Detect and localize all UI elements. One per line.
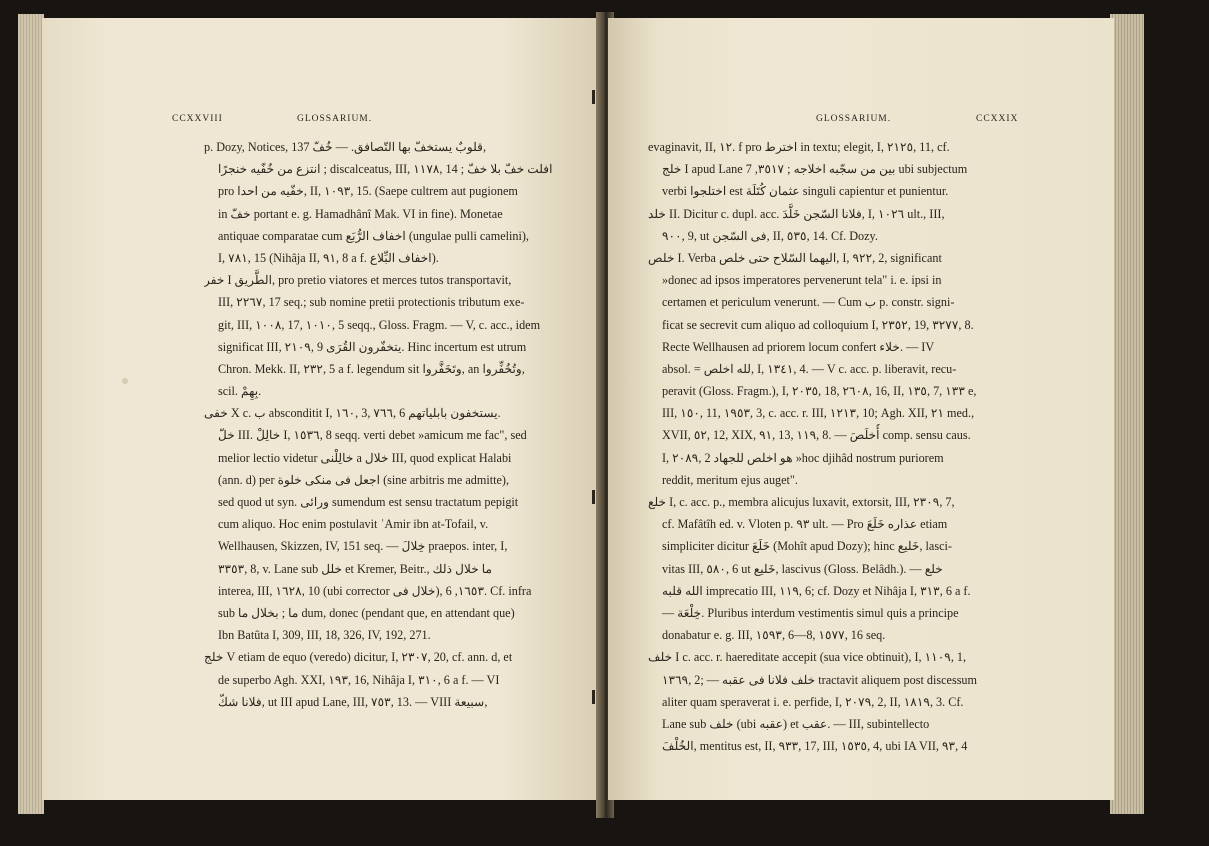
text-line: III, ١٥٠, 11, ١٩٥٣, 3, c. acc. r. III, ١٢١٣, 10; Agh. XII, ٢١ med., (662, 406, 975, 421)
text-line: absol. = لله اخلص, I, ١٣٤١, 4. — V c. acc. p. liberavit, recu- (662, 361, 957, 376)
text-line: (ann. d) per اجعل فى منكى خلوة (sine arbitris me admitte), (218, 472, 510, 487)
text-line: Chron. Mekk. II, ٢٣٢, 5 a f. legendum sit وتَخَفَّروا, an وتُخُفِّروا, (218, 361, 525, 376)
text-line: verbi اختلجوا est عثمان كُتَلَة singuli capientur et punientur. (662, 184, 949, 199)
text-line: cum aliquo. Hoc enim postulavit ʿAmir ibn at-Tofail, v. (218, 517, 489, 532)
text-line: فلانا شكّ, ut III apud Lane, III, ٧٥٣, 13. — VIII سبيعة, (218, 694, 488, 709)
right-text-column (648, 136, 1036, 757)
text-line: de superbo Agh. XXI, ١٩٣, 16, Nihâja I, ٣١٠, 6 a f. — VI (218, 672, 500, 687)
text-line: Recte Wellhausen ad priorem locum confert خلاء. — IV (662, 339, 935, 354)
text-line: خلج V etiam de equo (veredo) dicitur, I, ٢٣٠٧, 20, cf. ann. d, et (204, 650, 513, 665)
left-folio: CCXXVIII (172, 114, 223, 124)
text-line: peravit (Gloss. Fragm.), I, ٢٠٣٥, 18, ٢٦٠٨, 16, II, ١٣٥, 7, ١٣٣ e, (662, 384, 977, 399)
text-line: III, ٢٢٦٧, 17 seq.; sub nomine pretii protectionis tributum exe- (218, 295, 525, 310)
text-line: خفى X c. ب absconditit I, ١٦٠, 3, ٧٦٦, 6 يستخفون بابلياتهم. (204, 406, 501, 421)
gutter-marker (592, 690, 595, 704)
text-line: خلص I. Verba اليهما السّلاح حتى خلص, I, ٩٢٢, 2, significant (648, 250, 942, 265)
text-line: donabatur e. g. III, ١٥٩٣, 6—8, ١٥٧٧, 16 seq. (662, 628, 886, 643)
text-line: ٣٣٥٣, 8, v. Lane sub خلل et Kremer, Beitr., ما خلال ذلك (218, 561, 493, 576)
right-folio: CCXXIX (976, 114, 1019, 124)
text-line: خلج I apud Lane بين من سجّبه اخلاجه ; ٣٥١٧, 7 ubi subjectum (662, 162, 968, 177)
text-line: significat III, ٢١٠٩, 9 يتخفّرون القُرَى. Hinc incertum est utrum (218, 339, 527, 354)
text-line: خفر I الطَّريق, pro pretio viatores et merces tutos transportavit, (204, 273, 512, 288)
text-line: الخُلْفَ, mentitus est, II, ٩٣٣, 17, III, ١٥٣٥, 4, ubi IA VII, ٩٣, 4 (662, 739, 968, 754)
text-line: git, III, ١٠٠٨, 17, ١٠١٠, 5 seqq., Gloss. Fragm. — V, c. acc., idem (218, 317, 541, 332)
right-page-edges (1110, 14, 1144, 814)
text-line: XVII, ٥٢, 12, XIX, ٩١, 13, ١١٩, 8. — أُخلَصَ comp. sensu caus. (662, 428, 971, 443)
right-running-head: GLOSSARIUM. (816, 114, 892, 124)
text-line: I, ٧٨١, 15 (Nihâja II, ٩١, 8 a f. اخفاف البِّلاع). (218, 250, 439, 265)
text-line: melior lectio videtur خالِلْنى a خلال III, quod explicat Halabi (218, 450, 512, 465)
text-line: ficat se secrevit cum aliquo ad colloquium I, ٢٣٥٢, 19, ٣٢٧٧, 8. (662, 317, 974, 332)
left-page-edges (18, 14, 44, 814)
text-line: cf. Mafâtîh ed. v. Vloten p. ٩٣ ult. — Pro عذاره خَلَعَ etiam (662, 517, 948, 532)
text-line: evaginavit, II, ١٢. f pro اخترط in textu; elegit, I, ٢١٢٥, 11, cf. (648, 140, 950, 154)
paper-spot (122, 378, 128, 384)
text-line: خلد II. Dicitur c. dupl. acc. فلانا السّجن خَلَّدَ, I, ١٠٢٦ ult., III, (648, 206, 945, 221)
left-page (42, 18, 600, 800)
right-page (608, 18, 1114, 800)
text-line: certamen et periculum venerunt. — Cum ب p. constr. signi- (662, 295, 955, 310)
text-line: ٩٠٠, 9, ut فى السّجن, II, ٥٣٥, 14. Cf. Dozy. (662, 228, 878, 243)
text-line: vitas III, ٥٨٠, 6 ut خَليع, lascivus (Gloss. Belâdh.). — خلع (662, 561, 943, 576)
text-line: خلع I, c. acc. p., membra alicujus luxavit, extorsit, III, ٢٣٠٩, 7, (648, 495, 955, 509)
text-line: reddit, meritum ejus auget". (662, 472, 798, 487)
text-line: Lane sub خلف (ubi عقبه) et عقب. — III, subintellecto (662, 716, 930, 731)
left-running-head: GLOSSARIUM. (297, 114, 373, 124)
text-line: Ibn Batûta I, 309, III, 18, 326, IV, 192, 271. (218, 628, 431, 643)
text-line: خلف I c. acc. r. haereditate accepit (sua vice obtinuit), I, ١١٠٩, 1, (648, 650, 967, 665)
text-line: ١٣٦٩, 2; — خلف فلانا فى عقبه tractavit aliquem post discessum (662, 672, 978, 687)
text-line: p. Dozy, Notices, 137 قلوبٌ يستخفّ بها التّصافق. — خُفّ, (204, 140, 487, 154)
text-line: I, ٢٠٨٩, 2 هو اخلص للجهاد »hoc djihâd nostrum puriorem (662, 450, 944, 465)
text-line: simpliciter dicitur خَلَعَ (Mohît apud Dozy); hinc خَليع, lasci- (662, 539, 952, 554)
text-line: انتزع من خُفّيه خنجرًا ; discalceatus, III, ١١٧٨, 14 ; افلت خفّ بلا خفّ (218, 162, 553, 177)
text-line: Wellhausen, Skizzen, IV, 151 seq. — خِلالَ praepos. inter, I, (218, 539, 508, 554)
text-line: الله قلبه imprecatio III, ١١٩, 6; cf. Dozy et Nihâja I, ٣١٣, 6 a f. (662, 583, 971, 598)
gutter-marker (592, 90, 595, 104)
text-line: sed quod ut syn. ورائى sumendum est sensu tractatum pepigit (218, 495, 519, 509)
text-line: interea, III, ١٦٢٨, 10 (ubi corrector خلال فى), ١٦٥٣, 6. Cf. infra (218, 583, 532, 598)
text-line: sub ما ; بخلال ما dum, donec (pendant que, en attendant que) (218, 605, 515, 620)
text-line: — خِلْعَة. Pluribus interdum vestimentis simul quis a principe (662, 605, 959, 620)
text-line: aliter quam speraverat i. e. perfide, I, ٢٠٧٩, 2, II, ١٨١٩, 3. Cf. (662, 694, 964, 709)
text-line: pro خفّيه من احدا, II, ١٠٩٣, 15. (Saepe cultrem aut pugionem (218, 184, 518, 199)
text-line: خلّ III. خالِلْ I, ١٥٣٦, 8 seqq. verti debet »amicum me fac", sed (218, 428, 527, 443)
text-line: antiquae comparatae cum اخفاف الرُّبَع (ungulae pulli camelini), (218, 228, 529, 243)
gutter-marker (592, 490, 595, 504)
text-line: in خفّ portant e. g. Hamadhânî Mak. VI in fine). Monetae (218, 206, 503, 221)
text-line: »donec ad ipsos imperatores pervenerunt tela" i. e. ipsi in (662, 273, 942, 288)
left-text-column (204, 136, 582, 713)
text-line: scil. بِهِمْ. (218, 384, 262, 399)
